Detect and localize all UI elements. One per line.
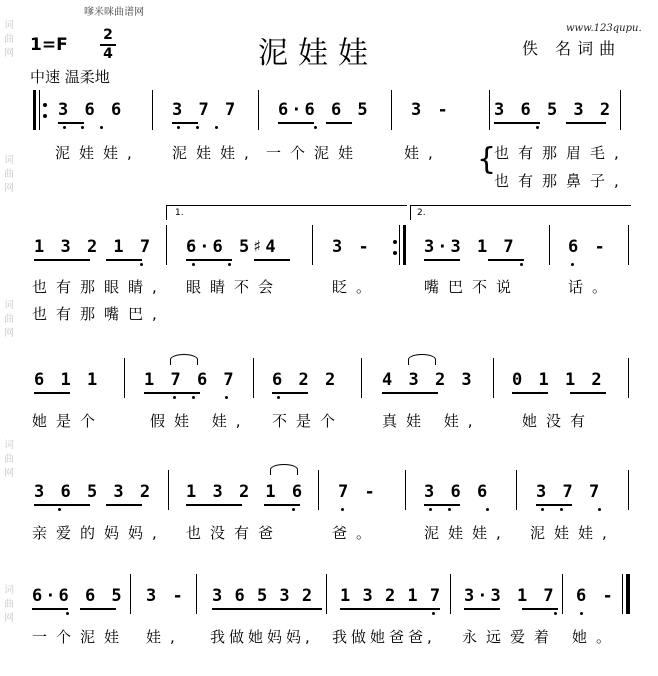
time-signature-top: 2 [103,27,113,43]
tie-slur [170,354,198,365]
low-dot [448,508,451,511]
beam [264,504,300,506]
low-dot [486,508,489,511]
lyric: 泥娃娃, [530,524,616,542]
repeat-start-thick [33,90,36,130]
measure-notes: 3 6 5 3 2 [34,482,154,502]
barline [549,225,550,265]
measure-notes: 1 3 2 1 6 [186,482,306,502]
measure-notes: 3 6 5 3 2 [212,586,314,606]
lyric: 爸。 [332,524,381,542]
low-dot [580,612,583,615]
barline [391,90,392,130]
measure-notes: 6·6 5♯4 [186,237,279,257]
low-dot [520,263,523,266]
low-dot [225,396,228,399]
low-dot [228,263,231,266]
barline [628,470,629,510]
beam [186,504,242,506]
measure-notes: 3 - [146,586,186,606]
repeat-dot [43,103,47,107]
low-dot [341,508,344,511]
low-dot [100,126,103,129]
beam [570,392,606,394]
low-dot [314,126,317,129]
low-dot [215,126,218,129]
barline [258,90,259,130]
beam [536,504,572,506]
lyric: 我做她爸爸, [332,628,436,646]
tie-slur [408,354,436,365]
verse-brace: { [477,142,497,177]
watermark-char: 词 [4,300,14,311]
lyric: 眼睛不会 [186,278,283,296]
low-dot [432,612,435,615]
beam [272,392,308,394]
barline [196,574,197,614]
beam [172,122,198,124]
measure-notes: 3 - [332,237,372,257]
barline [152,90,153,130]
barline [489,90,490,130]
lyric: 永远爱着 [462,628,559,646]
beam [106,504,142,506]
lyric: 真娃 娃, [382,412,482,430]
barline [562,574,563,614]
low-dot [192,396,195,399]
measure-notes: 7 - [338,482,378,502]
low-dot [536,126,539,129]
low-dot [192,263,195,266]
measure-notes: 3 6 6 [58,100,125,120]
lyric: 亲爱的妈妈, [32,524,166,542]
watermark-char: 词 [4,20,14,31]
lyric-second-verse: 也有那鼻子, [494,172,628,190]
low-dot [177,126,180,129]
barline [168,470,169,510]
lyric: 嘴巴不说 [424,278,521,296]
beam [340,608,440,610]
low-dot [541,508,544,511]
measure-notes: 1 3 2 1 7 [340,586,442,606]
measure-notes: 4 3 2 3 [382,370,475,390]
watermark-char: 网 [4,468,14,479]
first-ending-label: 1. [175,208,184,218]
lyric: 话。 [568,278,617,296]
measure-notes: 6 1 1 [34,370,101,390]
barline [405,470,406,510]
first-ending-bracket [166,205,407,220]
lyric: 我做她妈妈, [210,628,314,646]
site-name-top: 嗲米咪曲谱网 [84,7,144,18]
lyric: 也没有爸 [186,524,283,542]
song-title: 泥娃娃 [258,36,378,71]
measure-notes: 1 7 6 7 [144,370,237,390]
beam [424,504,460,506]
low-dot [81,126,84,129]
beam [80,608,116,610]
low-dot [598,508,601,511]
beam [212,608,322,610]
barline [166,225,167,265]
low-dot [560,508,563,511]
repeat-dot [393,251,397,255]
song-credit: 佚 名词曲 [522,39,622,58]
beam [382,392,438,394]
lyric: 一个泥娃 [32,628,129,646]
measure-notes: 3·3 1 7 [464,586,557,606]
watermark-char: 网 [4,48,14,59]
barline [450,574,451,614]
beam [32,608,68,610]
beam [278,122,314,124]
watermark-char: 词 [4,155,14,166]
watermark-char: 网 [4,613,14,624]
repeat-dot [43,114,47,118]
lyric: 泥娃娃, [172,144,258,162]
key-signature: 1=F [30,35,68,55]
measure-notes: 1 3 2 1 7 [34,237,154,257]
low-dot [58,508,61,511]
measure-notes: 6 2 2 [272,370,339,390]
beam [34,392,70,394]
beam [566,122,606,124]
final-barline-thin [622,574,623,614]
low-dot [554,612,557,615]
low-dot [429,508,432,511]
lyric: 假娃 娃, [150,412,250,430]
lyric: 娃, [146,628,184,646]
beam [58,122,84,124]
lyric: 也有那眉毛, [494,144,628,162]
barline [361,358,362,398]
low-dot [292,508,295,511]
beam [424,259,460,261]
low-dot [571,263,574,266]
beam [326,122,352,124]
barline [628,225,629,265]
time-signature-bottom: 4 [103,46,113,62]
lyric: 泥娃娃, [424,524,510,542]
measure-notes: 6·6 6 5 [278,100,371,120]
measure-notes: 6 - [568,237,608,257]
beam [494,122,540,124]
watermark-char: 曲 [4,599,14,610]
lyric: 也有那眼睛, [32,278,166,296]
measure-notes: 3 7 7 [172,100,239,120]
barline [318,470,319,510]
watermark-char: 曲 [4,169,14,180]
low-dot [196,126,199,129]
repeat-end-thick [403,225,406,265]
lyric-second-verse: 也有那嘴巴, [32,305,166,323]
lyric: 不是个 [272,412,345,430]
barline [516,470,517,510]
low-dot [63,126,66,129]
measure-notes: 3 - [411,100,451,120]
time-signature [100,28,116,62]
second-ending-bracket [410,205,631,220]
beam [106,259,142,261]
low-dot [173,396,176,399]
measure-notes: 3·3 1 7 [424,237,517,257]
repeat-start-thin [39,90,40,130]
barline [620,90,621,130]
beam [254,259,290,261]
low-dot [66,612,69,615]
beam [34,504,90,506]
beam [186,259,232,261]
beam [464,608,500,610]
measure-notes: 0 1 1 2 [512,370,605,390]
barline [628,358,629,398]
watermark-char: 网 [4,183,14,194]
watermark-char: 词 [4,440,14,451]
measure-notes: 6 - [576,586,616,606]
measure-notes: 3 7 7 [536,482,603,502]
lyric: 娃, [404,144,442,162]
watermark-char: 网 [4,328,14,339]
lyric: 她是个 [32,412,105,430]
barline [253,358,254,398]
beam [488,259,524,261]
lyric: 她没有 [522,412,595,430]
lyric: 她。 [572,628,621,646]
barline [124,358,125,398]
final-barline-thick [626,574,630,614]
barline [312,225,313,265]
watermark-char: 曲 [4,454,14,465]
barline [326,574,327,614]
measure-notes: 3 6 5 3 2 [494,100,614,120]
tempo-marking: 中速 温柔地 [30,68,110,86]
beam [522,608,558,610]
lyric: 眨。 [332,278,381,296]
watermark-char: 曲 [4,34,14,45]
repeat-dot [393,240,397,244]
lyric: 一个泥娃 [266,144,363,162]
measure-notes: 6·6 6 5 [32,586,125,606]
watermark-char: 曲 [4,314,14,325]
barline [493,358,494,398]
lyric: 泥娃娃, [55,144,141,162]
site-url: www.123qupu. [566,23,642,34]
barline [130,574,131,614]
second-ending-label: 2. [417,208,426,218]
beam [34,259,90,261]
measure-notes: 3 6 6 [424,482,491,502]
low-dot [277,396,280,399]
tie-slur [270,464,298,475]
low-dot [140,263,143,266]
watermark-char: 词 [4,585,14,596]
beam [144,392,200,394]
repeat-end-thin [399,225,400,265]
beam [512,392,548,394]
